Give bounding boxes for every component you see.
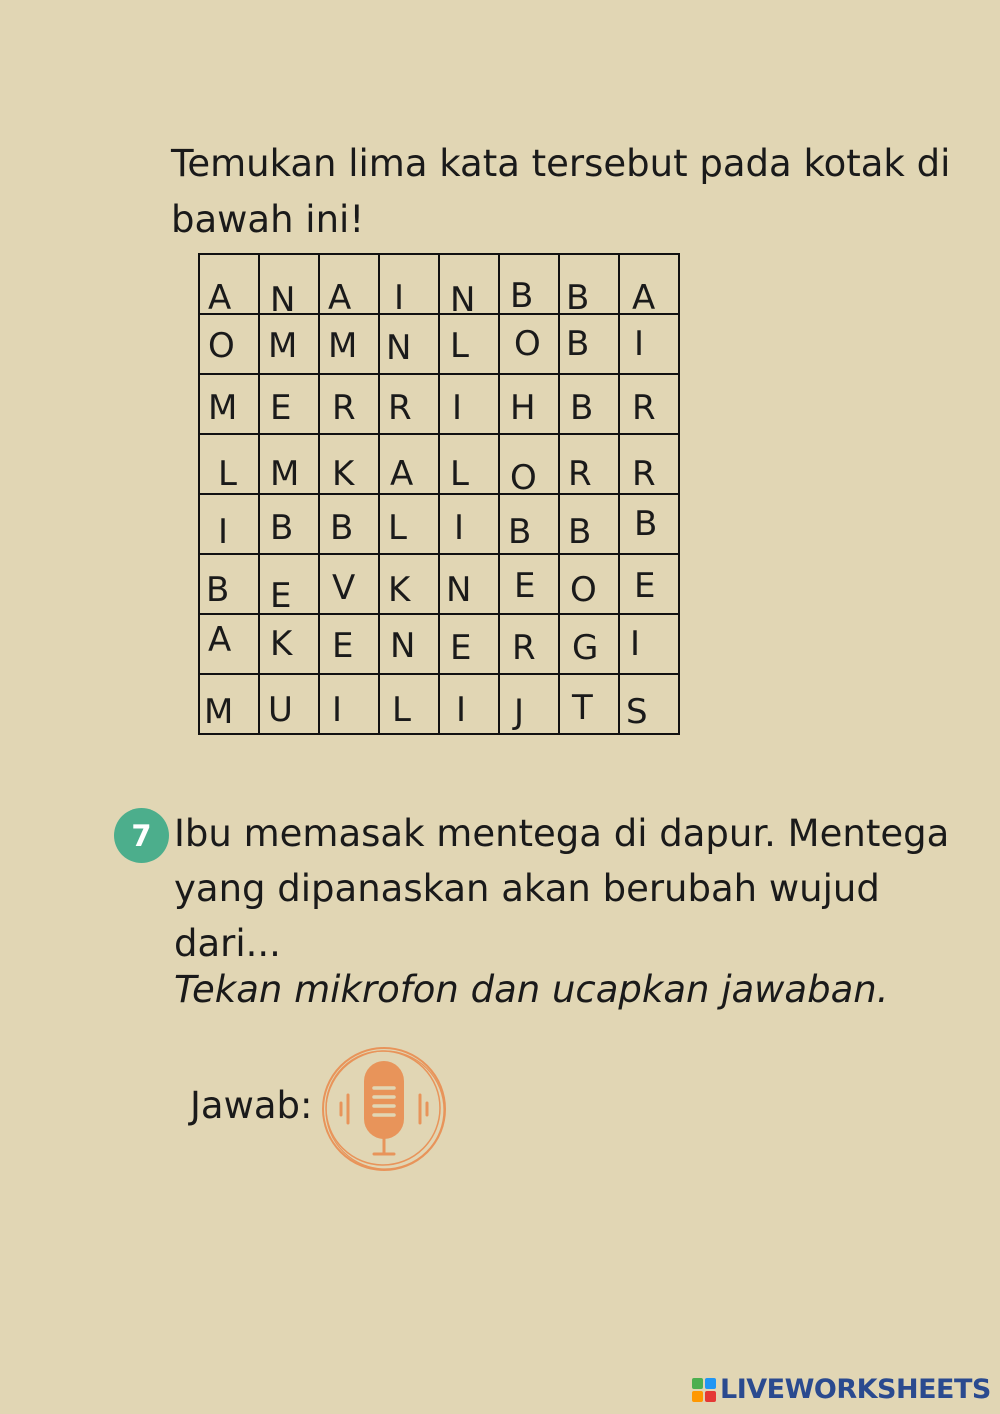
grid-letter: O (570, 570, 597, 610)
grid-cell (619, 314, 679, 374)
grid-cell (259, 254, 319, 320)
grid-cell (439, 434, 499, 494)
grid-cell (559, 434, 619, 494)
grid-cell (259, 434, 319, 494)
question-text: Ibu memasak mentega di dapur. Mentega yang dipanaskan akan berubah wujud dari... (174, 812, 950, 965)
grid-cell (619, 494, 679, 554)
grid-cell (319, 674, 379, 734)
grid-cell (499, 494, 559, 554)
grid-cell (439, 314, 499, 374)
grid-letter: I (454, 508, 465, 548)
grid-letter: M (270, 454, 300, 494)
grid-cell (199, 254, 259, 318)
grid-row (199, 374, 679, 434)
grid-cell (619, 374, 679, 434)
grid-cell (559, 674, 619, 734)
grid-cell (439, 494, 499, 554)
grid-cell (199, 554, 259, 614)
grid-cell (439, 254, 499, 320)
grid-cell (379, 434, 439, 494)
grid-cell (439, 554, 499, 614)
grid-row (199, 554, 679, 614)
liveworksheets-logo-icon (692, 1378, 716, 1402)
grid-cell (379, 254, 439, 318)
grid-letter: O (510, 458, 537, 498)
grid-row (199, 494, 679, 554)
grid-cell (259, 554, 319, 614)
grid-letter: I (218, 512, 229, 552)
grid-letter: I (634, 324, 645, 364)
grid-cell (439, 614, 499, 674)
grid-letter: B (570, 388, 594, 428)
grid-letter: I (332, 690, 343, 730)
grid-letter: B (634, 504, 658, 544)
question-hint: Tekan mikrofon dan ucapkan jawaban. (174, 968, 889, 1011)
grid-cell (199, 494, 259, 554)
grid-letter: B (270, 508, 294, 548)
grid-letter: L (450, 454, 469, 494)
grid-cell (499, 554, 559, 614)
grid-letter: L (392, 690, 411, 730)
grid-cell (619, 254, 679, 318)
grid-letter: O (208, 326, 235, 366)
grid-cell (259, 374, 319, 434)
grid-cell (379, 614, 439, 674)
word-search-grid (198, 253, 680, 735)
grid-letter: L (388, 508, 407, 548)
grid-letter: O (514, 324, 541, 364)
grid-letter: V (332, 568, 356, 608)
liveworksheets-logo (692, 1374, 991, 1405)
grid-cell (259, 314, 319, 374)
grid-row (199, 314, 679, 374)
grid-cell (379, 374, 439, 434)
wordsearch-instruction: Temukan lima kata tersebut pada kotak di bawah ini! (171, 142, 951, 241)
grid-letter: E (634, 566, 656, 606)
grid-letter: K (270, 624, 293, 664)
grid-cell (619, 434, 679, 494)
grid-letter: R (568, 454, 592, 494)
grid-cell (259, 494, 319, 554)
grid-cell (499, 614, 559, 674)
grid-letter: U (268, 690, 293, 730)
grid-letter: A (208, 620, 232, 660)
grid-letter: J (514, 692, 525, 732)
grid-letter: B (568, 512, 592, 552)
grid-letter: R (632, 388, 656, 428)
grid-letter: A (328, 278, 352, 318)
microphone-icon (318, 1043, 450, 1175)
grid-cell (439, 674, 499, 734)
grid-cell (499, 254, 559, 314)
grid-letter: B (510, 276, 534, 316)
grid-letter: R (388, 388, 412, 428)
grid-letter: N (446, 570, 472, 610)
grid-letter: E (514, 566, 536, 606)
grid-letter: N (390, 626, 416, 666)
grid-letter: T (572, 688, 593, 728)
grid-letter: I (394, 278, 405, 318)
grid-cell (559, 554, 619, 614)
brand-text: LIVEWORKSHEETS (720, 1374, 991, 1405)
grid-cell (559, 614, 619, 674)
grid-letter: E (270, 388, 292, 428)
answer-label: Jawab: (190, 1084, 313, 1127)
grid-letter: M (204, 692, 234, 732)
grid-cell (199, 434, 259, 494)
grid-cell (439, 374, 499, 434)
grid-letter: I (630, 624, 641, 664)
grid-letter: L (450, 326, 469, 366)
grid-cell (619, 614, 679, 674)
grid-cell (379, 314, 439, 374)
grid-cell (319, 254, 379, 318)
grid-letter: S (626, 692, 648, 732)
grid-letter: E (450, 628, 472, 668)
grid-cell (379, 494, 439, 554)
grid-letter: I (456, 690, 467, 730)
grid-letter: M (208, 388, 238, 428)
grid-letter: N (270, 280, 296, 320)
grid-cell (319, 314, 379, 374)
grid-cell (319, 614, 379, 674)
grid-cell (379, 554, 439, 614)
grid-letter: A (208, 278, 232, 318)
grid-cell (619, 554, 679, 614)
grid-cell (619, 674, 679, 734)
grid-letter: R (512, 628, 536, 668)
grid-cell (559, 494, 619, 554)
grid-cell (199, 674, 259, 734)
grid-letter: M (328, 326, 358, 366)
grid-letter: E (332, 626, 354, 666)
grid-cell (499, 314, 559, 374)
grid-cell (499, 434, 559, 498)
grid-cell (499, 374, 559, 434)
grid-cell (259, 614, 319, 674)
grid-letter: A (632, 278, 656, 318)
grid-cell (319, 434, 379, 494)
grid-cell (319, 374, 379, 434)
grid-cell (559, 254, 619, 318)
grid-cell (199, 314, 259, 374)
grid-letter: H (510, 388, 536, 428)
grid-letter: B (508, 512, 532, 552)
grid-row (199, 614, 679, 674)
grid-cell (499, 674, 559, 734)
grid-letter: A (390, 454, 414, 494)
grid-cell (319, 494, 379, 554)
grid-cell (319, 554, 379, 614)
grid-cell (559, 374, 619, 434)
grid-row (199, 254, 679, 314)
grid-letter: K (388, 570, 411, 610)
microphone-button[interactable] (318, 1043, 450, 1175)
grid-letter: M (268, 326, 298, 366)
grid-cell (199, 374, 259, 434)
grid-row (199, 434, 679, 494)
grid-letter: B (330, 508, 354, 548)
grid-letter: K (332, 454, 355, 494)
grid-cell (259, 674, 319, 734)
grid-letter: G (572, 628, 599, 668)
grid-cell (379, 674, 439, 734)
grid-letter: B (206, 570, 230, 610)
grid-letter: E (270, 576, 292, 616)
grid-letter: I (452, 388, 463, 428)
grid-letter: L (218, 454, 237, 494)
grid-row (199, 674, 679, 734)
question-number-badge: 7 (114, 808, 169, 863)
grid-letter: N (386, 328, 412, 368)
grid-letter: B (566, 324, 590, 364)
grid-letter: B (566, 278, 590, 318)
grid-letter: N (450, 280, 476, 320)
grid-letter: R (332, 388, 356, 428)
grid-cell (199, 614, 259, 674)
grid-cell (559, 314, 619, 374)
grid-letter: R (632, 454, 656, 494)
